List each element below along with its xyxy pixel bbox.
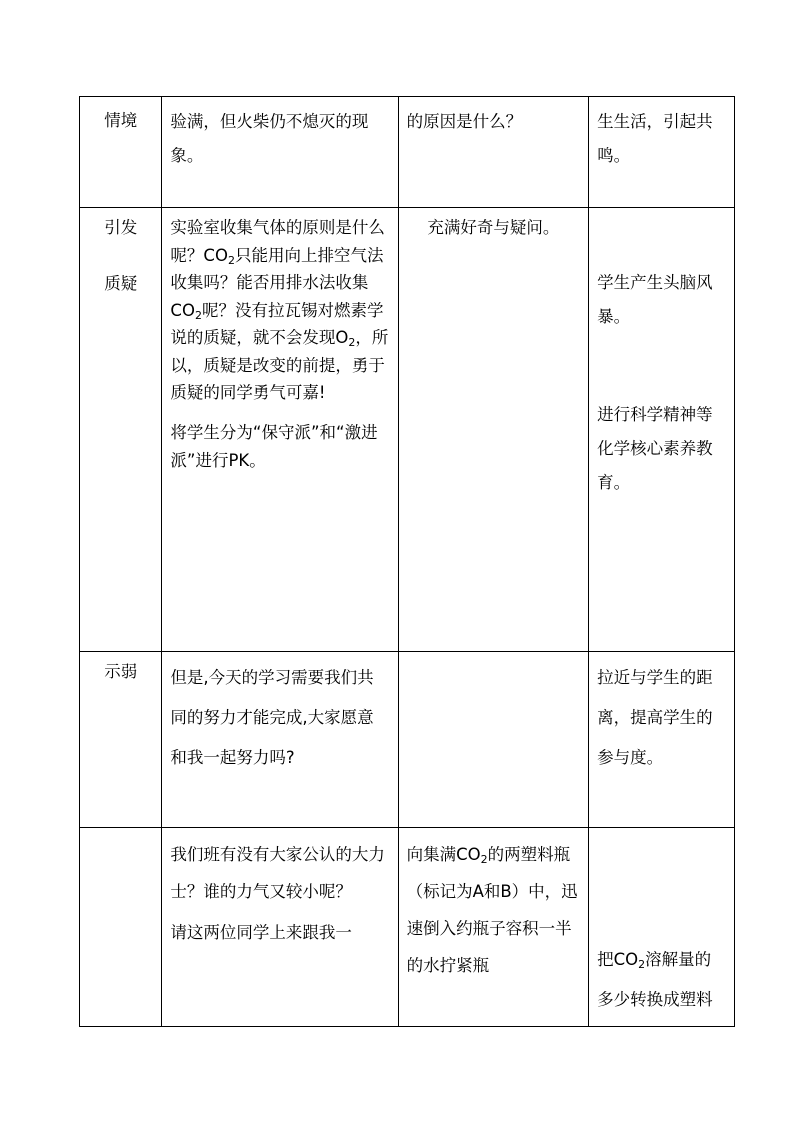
text-run: 的两塑料瓶（标记为A和B）中，迅速倒入约瓶子容积一半的水拧紧瓶 [406, 845, 578, 975]
design-intent-text [597, 940, 726, 1020]
table-row [80, 97, 735, 208]
teacher-activity-text [170, 214, 389, 407]
design-intent-cell [589, 652, 735, 828]
design-intent-cell [589, 828, 735, 1027]
teacher-activity-text-2: 将学生分为“保守派”和“激进派”进行PK。 [170, 422, 378, 470]
student-activity-cell [398, 828, 588, 1027]
teacher-activity-cell [162, 652, 398, 828]
text-run: 呢？没有拉瓦锡对燃素学说的质疑，就不会发现O [170, 300, 384, 347]
teacher-activity-text: 但是,今天的学习需要我们共同的努力才能完成,大家愿意和我一起努力吗? [170, 668, 374, 767]
subscript: 2 [194, 308, 202, 322]
teacher-activity-text-2: 请这两位同学上来跟我一 [170, 923, 352, 942]
stage-cell [80, 652, 162, 828]
student-activity-text: 充满好奇与疑问。 [427, 218, 560, 237]
text-run: 实验室收集气体的原则是什么呢？CO [170, 218, 385, 265]
stage-cell [80, 97, 162, 208]
teacher-activity-cell [162, 97, 398, 208]
teacher-activity-text: 我们班有没有大家公认的大力士？谁的力气又较小呢？ [170, 845, 385, 901]
stage-label: 情境 [104, 111, 138, 130]
text-run: 向集满CO [406, 845, 481, 864]
student-activity-cell [398, 97, 588, 208]
teacher-activity-cell [162, 828, 398, 1027]
design-intent-text: 拉近与学生的距离，提高学生的参与度。 [597, 668, 713, 767]
teacher-activity-text: 验满，但火柴仍不熄灭的现象。 [170, 112, 369, 165]
subscript: 2 [348, 336, 356, 349]
stage-label: 示弱 [104, 662, 138, 681]
design-intent-text-2: 进行科学精神等化学核心素养教育。 [597, 405, 713, 492]
table-row [80, 828, 735, 1027]
teacher-activity-cell [162, 208, 398, 652]
student-activity-cell [398, 208, 588, 652]
design-intent-cell [589, 97, 735, 208]
table-row [80, 652, 735, 828]
student-activity-cell [398, 652, 588, 828]
subscript: 2 [638, 958, 646, 971]
design-intent-text: 学生产生头脑风暴。 [597, 273, 713, 326]
subscript: 2 [227, 253, 235, 267]
stage-label-line2: 质疑 [104, 274, 138, 293]
stage-cell [80, 828, 162, 1027]
text-run: 溶解量的多少转换成塑料 [597, 950, 713, 1009]
student-activity-text: 的原因是什么？ [406, 112, 523, 131]
table-row [80, 208, 735, 652]
student-activity-text [407, 836, 580, 984]
text-run: 只能用向上排空气法收集吗？能否用排水法收集CO [170, 245, 384, 320]
design-intent-cell [589, 208, 735, 652]
lesson-plan-table [79, 96, 735, 1027]
subscript: 2 [480, 853, 488, 866]
stage-label-line1: 引发 [104, 218, 138, 237]
design-intent-text: 生生活，引起共鸣。 [597, 112, 713, 165]
stage-cell [80, 208, 162, 652]
text-run: ，所以，质疑是改变的前提，勇于质疑的同学勇气可嘉! [170, 328, 389, 402]
text-run: 把CO [597, 950, 639, 969]
